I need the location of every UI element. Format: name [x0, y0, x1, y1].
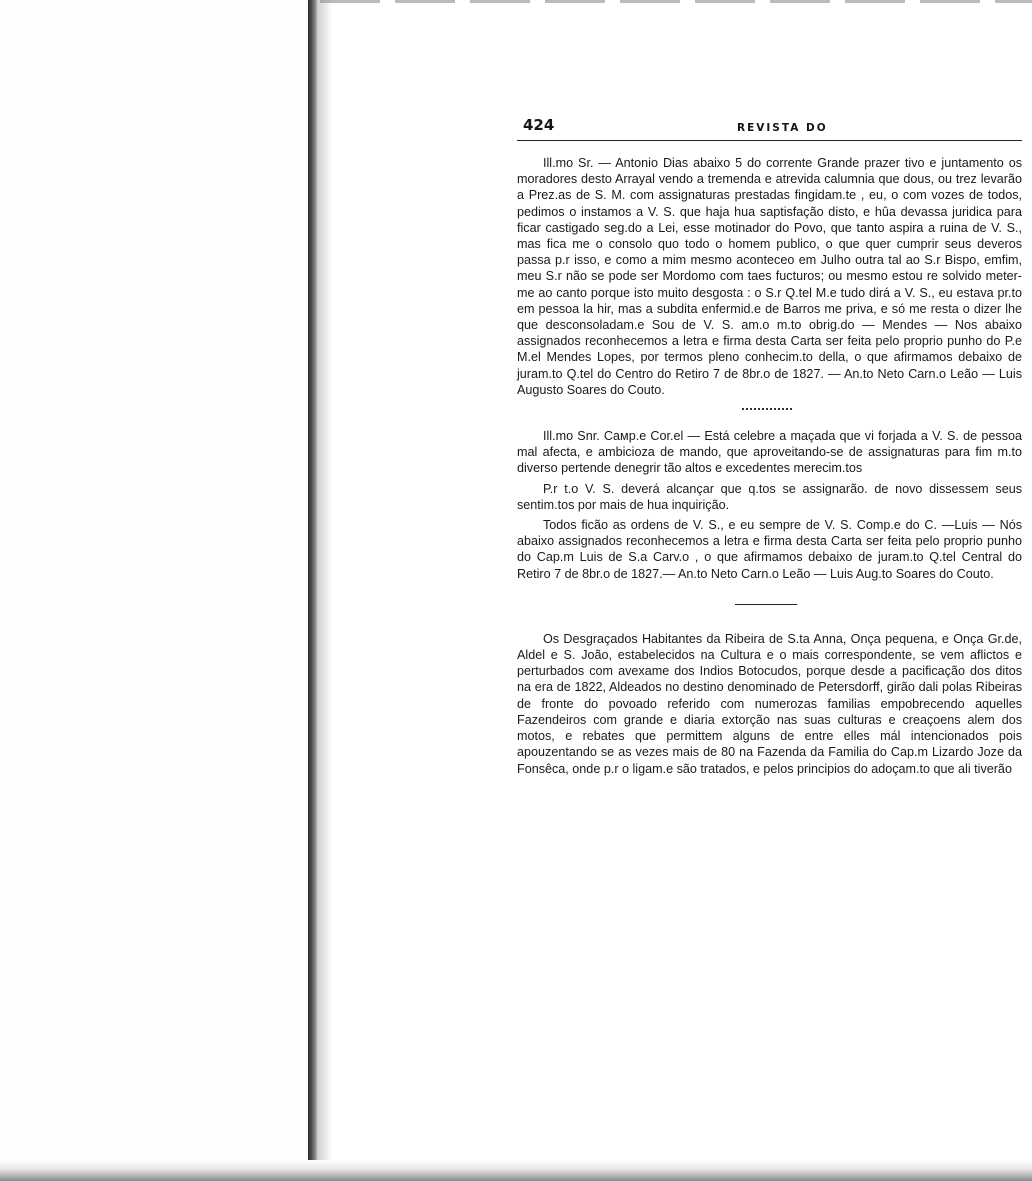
section-rule — [735, 604, 797, 605]
letter-one: Ill.mo Sr. — Antonio Dias abaixo 5 do corrente Grande prazer tivo e juntamento os moradores desto Arrayal vendo a tremenda e atrevida calumnia que dous, ou trez levarão a Prez.as de S. M. com assignaturas prestadas fingidam.te , eu, o com vozes de todos, pedimos o instamos a V. S. que haja hua saptisfação disto, e hûa devassa juridica para ficar castigado seg.do a Lei, esse motinador do Povo, que tanto aspira a ruina de V. S., mas fica me o consolo quo todo o homem publico, o que quer cumprir seus deveros passa p.r isso, e como a mim mesmo aconteceo em Julho outra tal ao S.r Bispo, emfim, meu S.r não se pode ser Mordomo com taes fucturos; ou mesmo estou re solvido meter-me ao canto porque isto muito desgosta : o S.r Q.tel M.e tudo dirá a V. S., eu estava pr.to em pessoa la hir, mas a subdita enfermid.e de Barros me priva, e só me resta o dizer lhe que desconsoladam.e Sou de V. S. am.o m.to obrig.do — Mendes — Nos abaixo assignados reconhecemos a letra e firma desta Carta ser feita pelo proprio punho do P.e M.el Mendes Lopes, por termos pleno conhecim.to della, o que afirmamos debaixo de juram.to Q.tel do Centro do Retiro 7 de 8br.o de 1827. — An.to Neto Carn.o Leão — Luis Augusto Soares do Couto. — [517, 156, 1022, 397]
running-head: REVISTA DO — [737, 122, 828, 134]
text-page — [517, 116, 1022, 777]
page-number: 424 — [523, 116, 555, 134]
scan-bottom-edge — [0, 1160, 1032, 1181]
scan-top-edge — [320, 0, 1032, 3]
letter-two-middle: P.r t.o V. S. deverá alcançar que q.tos se assignarão. de novo dissessem seus sentim.tos por mais de hua inquirição. — [517, 481, 1022, 512]
facing-page-blank — [0, 0, 308, 1181]
page-header — [517, 116, 1022, 141]
petition-paragraph: Os Desgraçados Habitantes da Ribeira de S.ta Anna, Onça pequena, e Onça Gr.de, Aldel e S. João, estabelecidos na Cultura e o mais correspondente, se vem aflictos e perturbados com avexame dos Indios Botocudos, porque desde a pacificação dos ditos na era de 1822, Aldeados no destino denominado de Petersdorff, girão dali polas Ribeiras de fronte do povoado referido com numerozas familias empobrecendo aquelles Fazendeiros com grande e diaria extorção nas suas culturas e creaçoens alem dos motos, e rebates que permittem alguns de entre elles mál intencionados pois apouzentando se as vezes mais de 80 na Fazenda da Familia do Cap.m Lizardo Joze da Fonsêca, onde p.r o ligam.e são tratados, e pelos principios do adoçam.to que ali tiverão — [517, 631, 1022, 776]
letter-two-closing: Todos ficão as ordens de V. S., e eu sempre de V. S. Comp.e do C. —Luis — Nós abaixo assignados reconhecemos a letra e firma desta Carta ser feita pelo proprio punho do Cap.m Luis de S.a Carv.o , o que afirmamos debaixo de juram.to Q.tel Central do Retiro 7 de 8br.o de 1827.— An.to Neto Carn.o Leão — Luis Aug.to Soares do Couto. — [517, 518, 1022, 581]
dotted-separator — [742, 408, 792, 410]
spine-shadow — [318, 0, 332, 1181]
letter-two-opening: Ill.mo Snr. Cамp.e Cor.el — Está celebre a maçada que vi forjada a V. S. de pessoa mal afecta, e ambicioza de mando, que aproveitando-se de assignaturas para fim m.to diverso pertende denegrir tão altos e excedentes merecim.tos — [517, 429, 1022, 476]
book-spine — [308, 0, 318, 1181]
